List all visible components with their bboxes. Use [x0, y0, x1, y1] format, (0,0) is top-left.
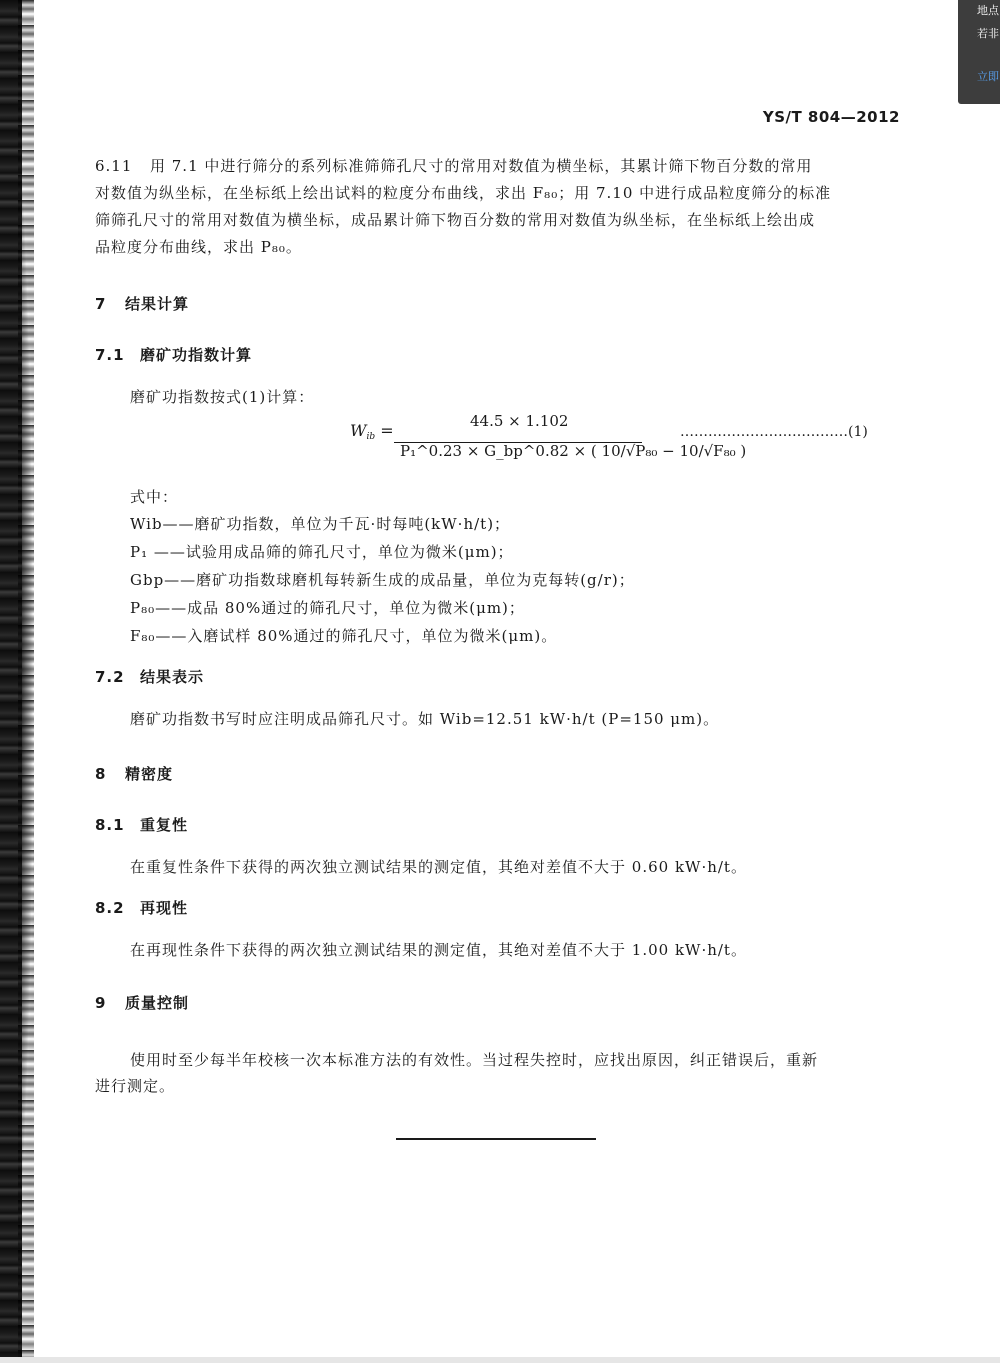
section-8-1-text: 在重复性条件下获得的两次独立测试结果的测定值，其绝对差值不大于 0.60 kW·h/t。: [130, 858, 747, 876]
section-6-11-line-2: 对数值为纵坐标，在坐标纸上绘出试料的粒度分布曲线，求出 F₈₀；用 7.10 中进行成品粒度筛分的标准: [95, 184, 832, 202]
section-6-11-line-3: 筛筛孔尺寸的常用对数值为横坐标，成品累计筛下物百分数的常用对数值为纵坐标，在坐标纸上绘出成: [95, 211, 816, 229]
section-9-heading: 9 质量控制: [95, 994, 190, 1012]
popup-line-2: 若非: [977, 27, 999, 40]
where-item: F₈₀——入磨试样 80%通过的筛孔尺寸，单位为微米(μm)。: [130, 627, 558, 645]
section-8-2-heading: 8.2 再现性: [95, 899, 189, 917]
scan-shadow-edge: [0, 0, 34, 1363]
formula-numerator: 44.5 × 1.102: [470, 412, 569, 430]
popup-link[interactable]: 立即: [977, 70, 999, 83]
section-9-text-line-2: 进行测定。: [95, 1077, 176, 1095]
where-item: P₁ ——试验用成品筛的筛孔尺寸，单位为微米(μm)；: [130, 543, 514, 561]
section-7-1-heading: 7.1 磨矿功指数计算: [95, 346, 253, 364]
section-8-2-text: 在再现性条件下获得的两次独立测试结果的测定值，其绝对差值不大于 1.00 kW·h/t。: [130, 941, 747, 959]
formula-1: [350, 412, 910, 482]
notification-popup[interactable]: [958, 0, 1000, 104]
end-rule: [396, 1138, 596, 1140]
section-6-11-line-1: 6.11 用 7.1 中进行筛分的系列标准筛筛孔尺寸的常用对数值为横坐标，其累计筛下物百分数的常用: [95, 153, 812, 179]
section-6-11-line-4: 品粒度分布曲线，求出 P₈₀。: [95, 238, 302, 256]
where-item: Gbp——磨矿功指数球磨机每转新生成的成品量，单位为克每转(g/r)；: [130, 571, 635, 589]
section-8-heading: 8 精密度: [95, 765, 174, 783]
standard-code: YS/T 804—2012: [762, 108, 900, 126]
section-8-1-heading: 8.1 重复性: [95, 816, 189, 834]
formula-number: ………………………………(1): [680, 424, 868, 440]
section-7-2-heading: 7.2 结果表示: [95, 668, 205, 686]
formula-denominator: P₁^0.23 × G_bp^0.82 × ( 10/√P₈₀ − 10/√F₈₀ ): [400, 442, 747, 460]
section-9-text-line-1: 使用时至少每半年校核一次本标准方法的有效性。当过程失控时，应找出原因，纠正错误后，重新: [130, 1051, 819, 1069]
formula-lhs: $W_{ib}$ =: [350, 421, 394, 442]
where-item: P₈₀——成品 80%通过的筛孔尺寸，单位为微米(μm)；: [130, 599, 525, 617]
where-item: Wib——磨矿功指数，单位为千瓦·时每吨(kW·h/t)；: [130, 515, 511, 533]
popup-line-1: 地点: [977, 4, 999, 17]
section-number: 6.11: [95, 157, 133, 175]
section-7-2-text: 磨矿功指数书写时应注明成品筛孔尺寸。如 Wib=12.51 kW·h/t (P=150 μm)。: [130, 710, 720, 728]
page-bottom-strip: [0, 1357, 1000, 1363]
section-7-1-intro: 磨矿功指数按式(1)计算：: [130, 388, 315, 406]
where-label: 式中：: [130, 488, 179, 506]
section-7-heading: 7 结果计算: [95, 295, 190, 313]
